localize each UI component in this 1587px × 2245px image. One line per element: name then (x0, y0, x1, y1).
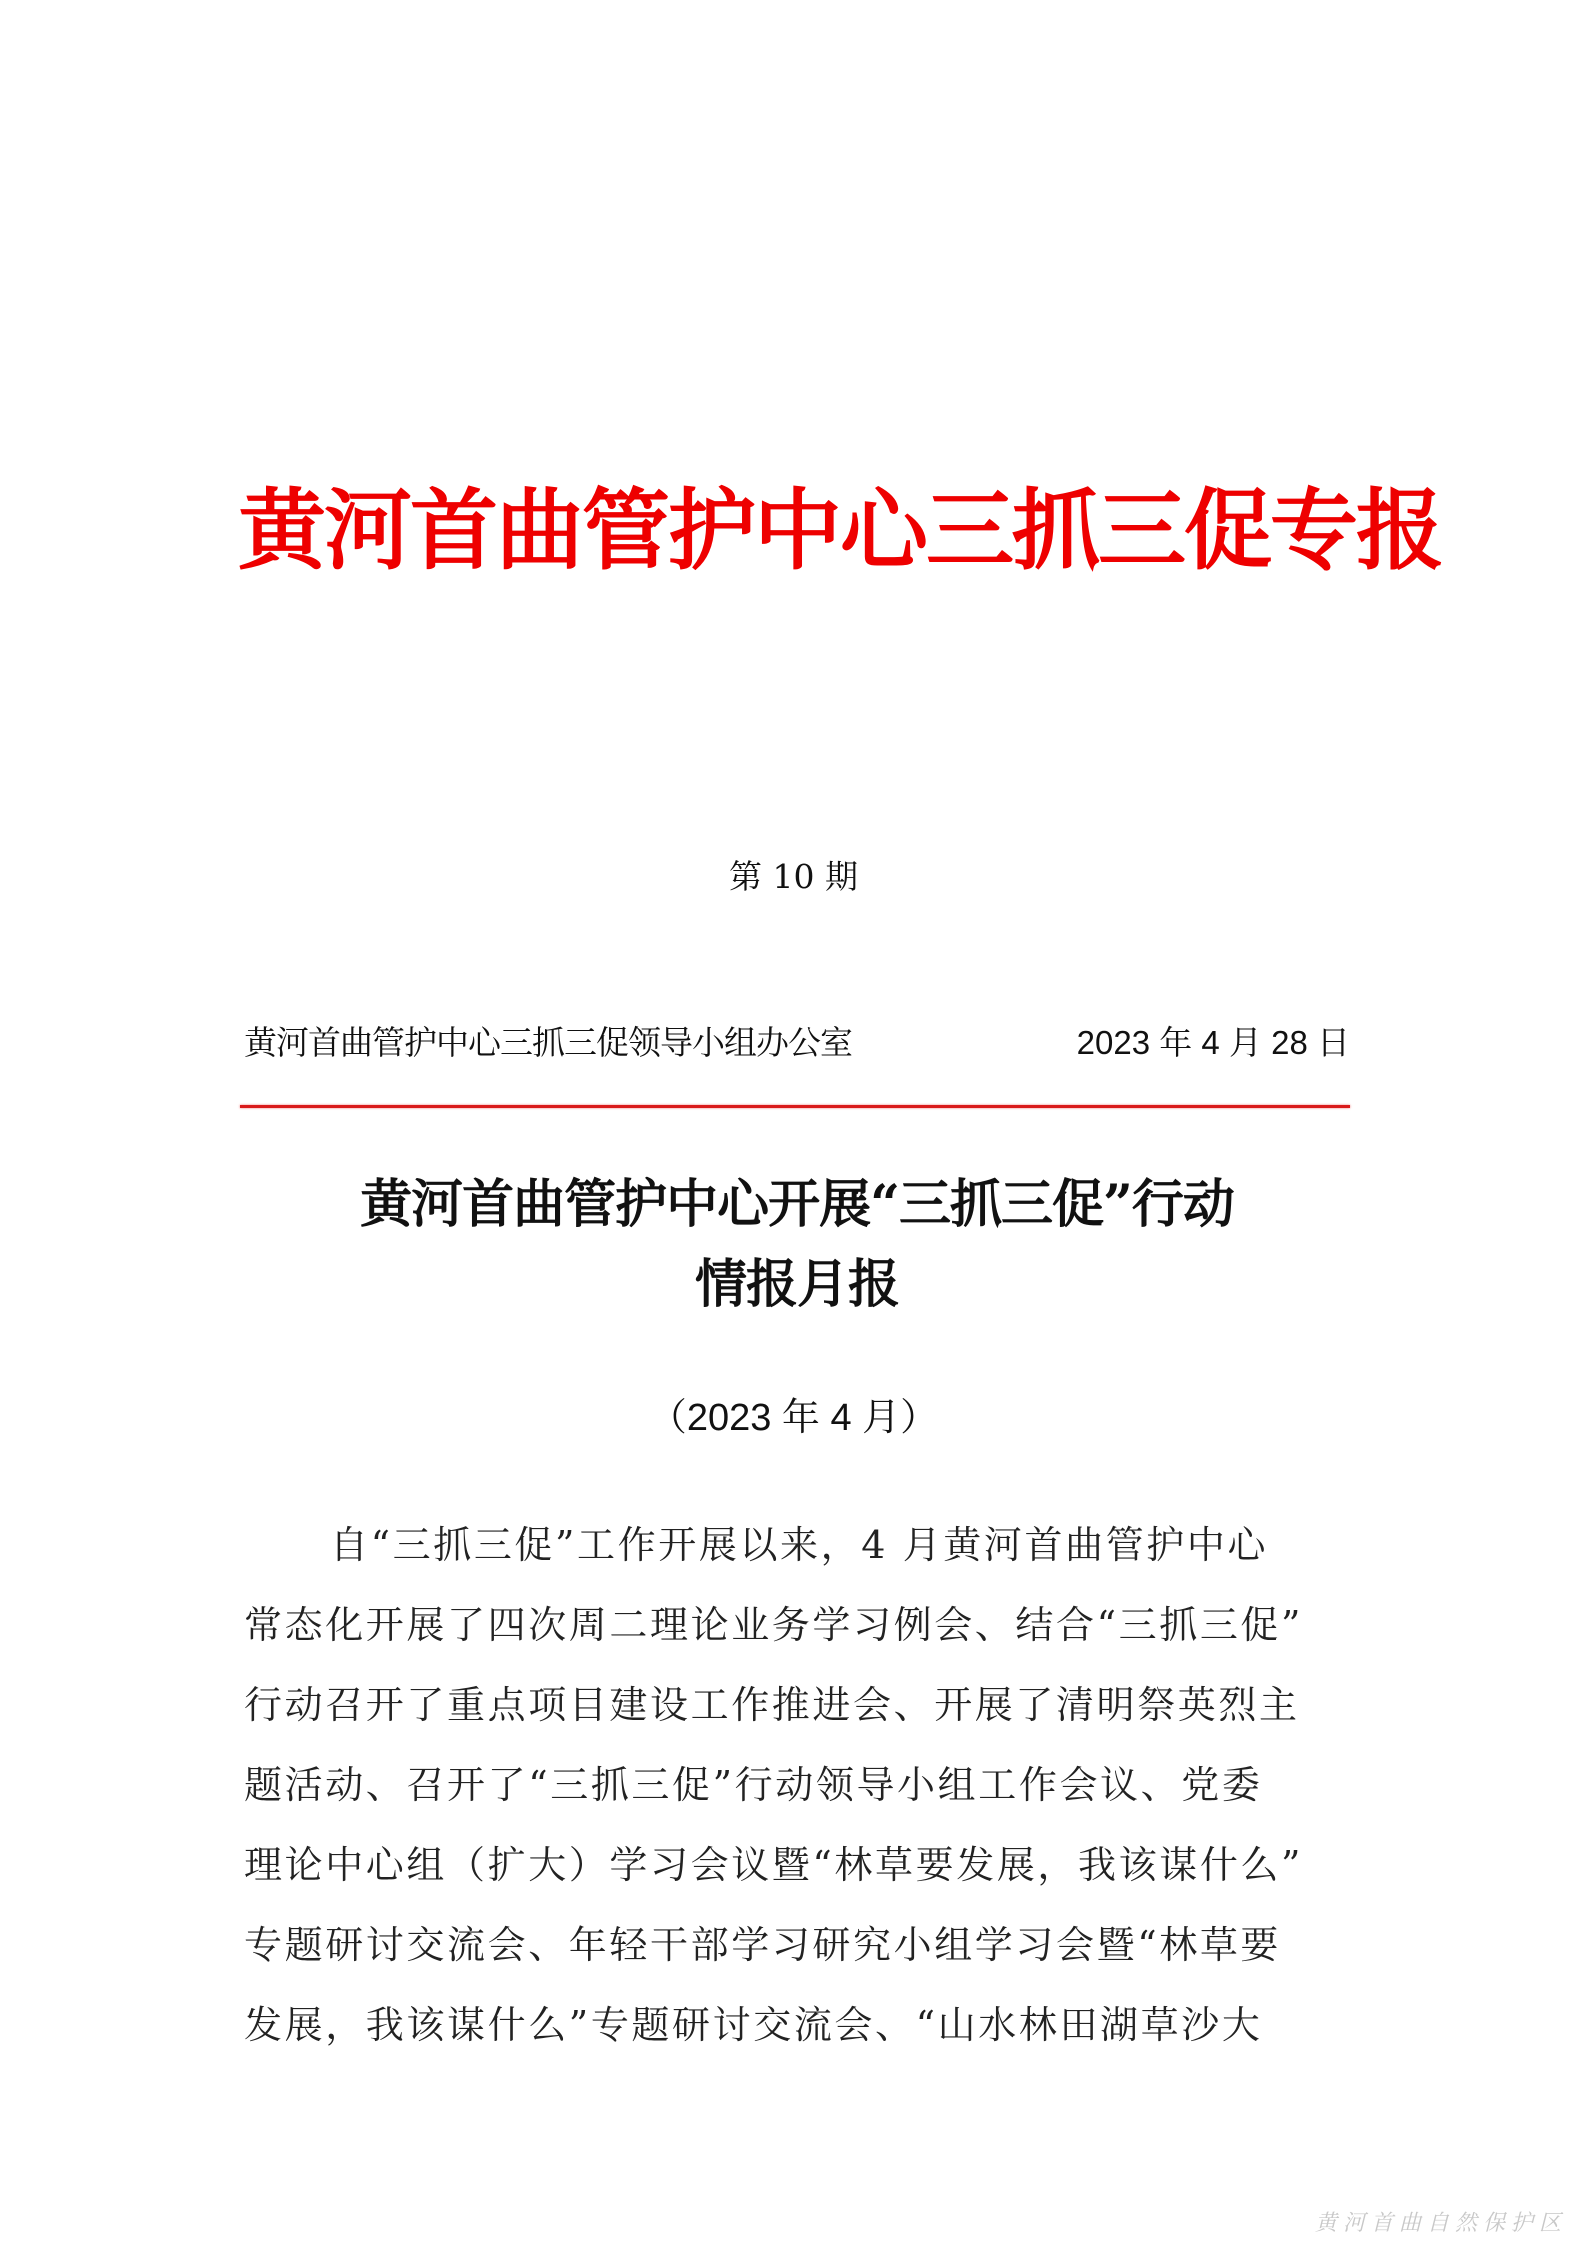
report-period: （2023 年 4 月） (648, 1397, 939, 1439)
body-line: 常态化开展了四次周二理论业务学习例会、结合“三抓三促” (244, 1603, 1304, 1647)
watermark: 黄河首曲自然保护区 (1314, 2211, 1567, 2236)
body-line: 题活动、召开了“三抓三促”行动领导小组工作会议、党委 (244, 1763, 1263, 1807)
body-line: 自“三抓三促”工作开展以来，4 月黄河首曲管护中心 (330, 1523, 1269, 1567)
red-divider (240, 1105, 1350, 1108)
masthead-title: 黄河首曲管护中心三抓三促专报 (238, 478, 1443, 582)
body-line: 专题研讨交流会、年轻干部学习研究小组学习会暨“林草要 (244, 1923, 1282, 1967)
body-line: 理论中心组（扩大）学习会议暨“林草要发展，我该谋什么” (244, 1843, 1304, 1887)
body-line: 行动召开了重点项目建设工作推进会、开展了清明祭英烈主 (244, 1683, 1300, 1727)
article-title (244, 1165, 1350, 1325)
issuer-row (244, 1018, 1350, 1068)
issue-number: 第 10 期 (729, 857, 858, 896)
issuer-name: 黄河首曲管护中心三抓三促领导小组办公室 (244, 1023, 852, 1062)
article-title-line-2: 情报月报 (694, 1254, 899, 1315)
article-title-line-1: 黄河首曲管护中心开展“三抓三促”行动 (360, 1174, 1234, 1235)
body-line: 发展，我该谋什么”专题研讨交流会、“山水林田湖草沙大 (244, 2003, 1263, 2047)
issue-date: 2023 年 4 月 28 日 (1076, 1024, 1350, 1061)
article-body (244, 1505, 1350, 2065)
